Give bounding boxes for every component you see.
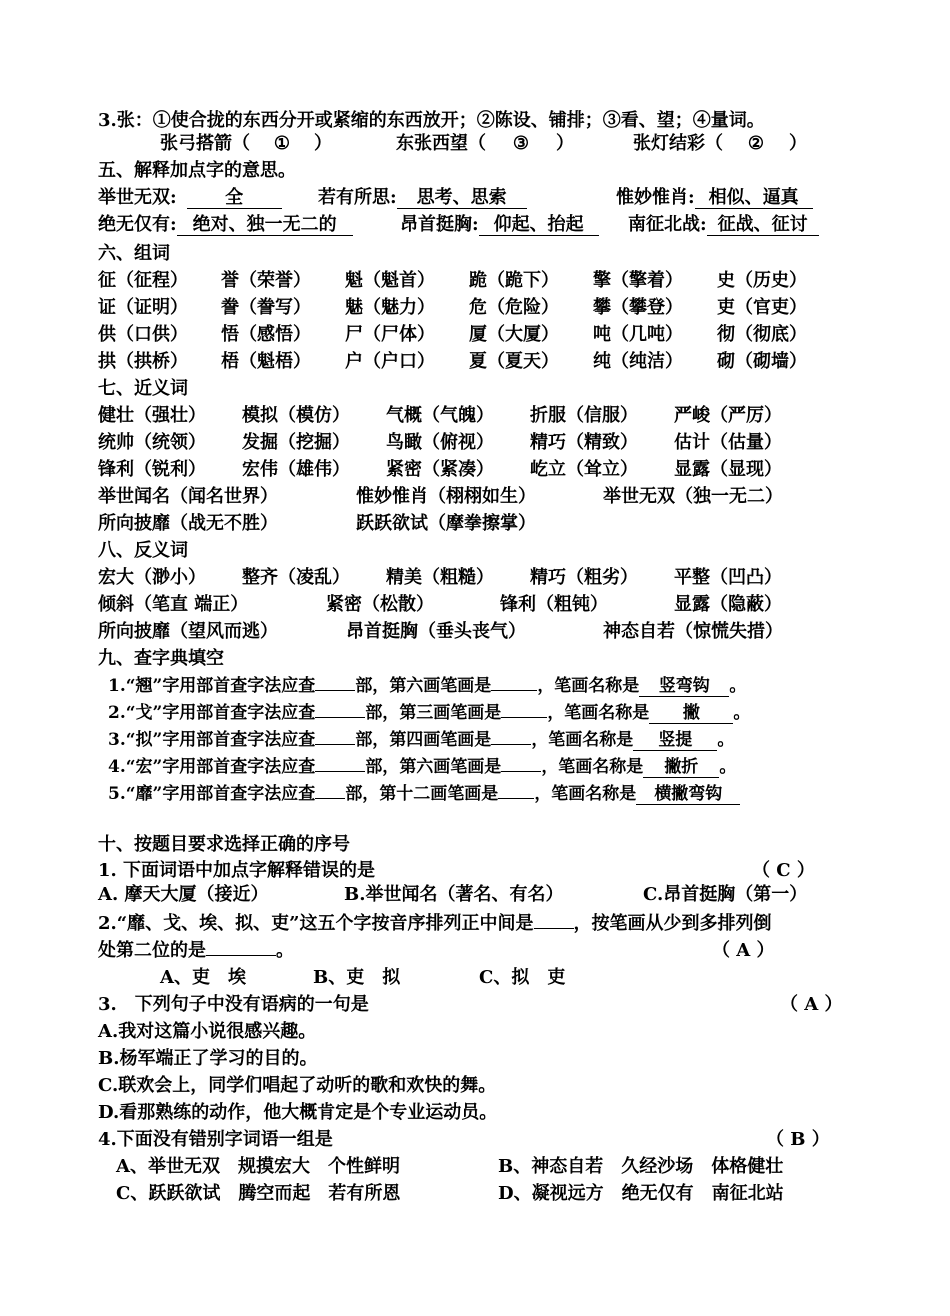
explain-word: 昂首挺胸: [400,214,479,235]
option: B.举世闻名（著名、有名） [344,884,564,905]
item-text: 字用部首查字法应查 [162,784,316,804]
explain-answer: 征战、征讨 [707,215,819,236]
question-3-answer: （ A ） [780,994,843,1015]
antonym-pair: 所向披靡（望风而逃） [98,621,278,642]
question-3: 3. 下列句子中没有语病的一句是 [98,994,369,1015]
explain-item [616,187,813,209]
section8-title: 八、反义词 [98,540,188,561]
question-text: ，按笔画从少到多排列倒 [573,913,772,934]
word-group: 夏（夏天） [469,351,559,372]
explain-answer: 仰起、抬起 [479,215,599,236]
item-text: 笔画是 [450,703,502,723]
explain-item [98,214,353,236]
blank[interactable] [491,690,537,691]
blank[interactable] [534,928,574,929]
synonym-pair: 宏伟（雄伟） [242,459,350,480]
option: A. 摩天大厦（接近） [98,884,269,905]
synonym-idiom: 惟妙惟肖（栩栩如生） [356,486,536,507]
question-text: 处第二位的是 [98,940,206,961]
blank[interactable] [501,717,547,718]
synonym-idiom: 举世无双（独一无二） [603,486,783,507]
item-text: 字用部首查字法应查 [162,730,316,750]
word-group: 史（历史） [717,270,807,291]
explain-answer: 绝对、独一无二的 [177,215,353,236]
synonym-idiom: 举世闻名（闻名世界） [98,486,278,507]
word-group: 砌（砌墙） [717,351,807,372]
explain-item [318,187,527,209]
section7-title: 七、近义词 [98,378,188,399]
word-group: 纯（纯洁） [593,351,683,372]
word-group: 户（户口） [345,351,435,372]
explain-word: 南征北战: [628,214,707,235]
explain-answer: 思考、思索 [397,188,527,209]
question-1-answer: （ C ） [752,860,815,881]
option: B、吏 拟 [313,967,401,988]
zhang-item: 东张西望（ ③ ） [396,133,574,154]
blank[interactable] [206,955,276,956]
word-group: 魅（魅力） [345,297,435,318]
synonym-pair: 鸟瞰（俯视） [386,432,494,453]
item-text: 部， [365,757,400,777]
item-text: ，笔画名称是 [531,730,634,750]
synonym-pair: 严峻（严厉） [674,405,782,426]
antonym-pair: 显露（隐蔽） [674,594,782,615]
item-char: “拟” [125,730,163,750]
item-stroke: 第四画 [389,730,441,750]
word-group: 尸（尸体） [345,324,435,345]
antonym-pair: 倾斜（笔直 端正） [98,594,249,615]
item-word: 东张西望 [396,133,468,154]
synonym-pair: 发掘（挖掘） [242,432,350,453]
explain-word: 绝无仅有: [98,214,177,235]
item-text: 部， [345,784,380,804]
word-group: 征（征程） [98,270,188,291]
synonym-idiom: 所向披靡（战无不胜） [98,513,278,534]
word-group: 拱（拱桥） [98,351,188,372]
option: A.我对这篇小说很感兴趣。 [98,1021,317,1042]
item-text: 部， [365,703,400,723]
stroke-name-answer: 横撇弯钩 [636,784,740,805]
stroke-name-answer: 竖提 [633,730,717,751]
dictionary-item: 5.“靡”字用部首查字法应查 部，第十二画笔画是 ，笔画名称是 横撇弯钩 [108,783,740,805]
section10-title: 十、按题目要求选择正确的序号 [98,834,350,855]
item-text: 字用部首查字法应查 [162,676,316,696]
word-group: 誉（荣誉） [221,270,311,291]
antonym-pair: 平整（凹凸） [674,567,782,588]
word-group: 吨（几吨） [593,324,683,345]
item-text: 笔画是 [440,676,492,696]
item-char: “翘” [125,676,163,696]
explain-item [628,214,819,236]
explain-item [400,214,599,236]
stroke-name-answer: 撇折 [643,757,719,778]
antonym-pair: 精美（粗糙） [386,567,494,588]
item-text: 字用部首查字法应查 [162,757,316,777]
item-stroke: 第六画 [389,676,441,696]
antonym-pair: 宏大（渺小） [98,567,206,588]
section9-title: 九、查字典填空 [98,648,224,669]
synonym-pair: 模拟（模仿） [242,405,350,426]
synonym-pair: 健壮（强壮） [98,405,206,426]
synonym-pair: 精巧（精致） [530,432,638,453]
explain-answer: 相似、逼真 [695,188,813,209]
blank[interactable] [315,717,365,718]
item-word: 张灯结彩 [633,133,705,154]
item-text: ，笔画名称是 [547,703,650,723]
section6-title: 六、组词 [98,243,170,264]
option: D、凝视远方 绝无仅有 南征北站 [498,1183,784,1204]
item-answer: ② [747,133,765,154]
dictionary-item: 2.“戈”字用部首查字法应查 部，第三画笔画是 ，笔画名称是 撇 。 [108,703,751,723]
explain-answer: 全 [187,188,282,209]
zhang-definition: 3.张：①使合拢的东西分开或紧缩的东西放开；②陈设、铺排；③看、望；④量词。 [98,110,765,131]
word-group: 吏（官吏） [717,297,807,318]
word-group: 誊（誊写） [221,297,311,318]
antonym-pair: 昂首挺胸（垂头丧气） [346,621,526,642]
antonym-pair: 整齐（凌乱） [242,567,350,588]
item-text: 部， [355,676,390,696]
dictionary-item: 4.“宏”字用部首查字法应查 部，第六画笔画是 ，笔画名称是 撇折 。 [108,757,737,777]
zhang-item: 张弓搭箭（ ① ） [160,133,332,154]
synonym-pair: 气概（气魄） [386,405,494,426]
question-text: 2.“靡、戈、埃、拟、吏”这五个字按音序排列正中间是 [98,913,534,934]
word-group: 悟（感悟） [221,324,311,345]
word-group: 跪（跪下） [469,270,559,291]
blank[interactable] [315,771,365,772]
question-2-answer: （ A ） [712,940,775,961]
item-text: ，笔画名称是 [541,757,644,777]
explain-item [98,187,282,209]
blank[interactable] [315,744,355,745]
word-group: 危（危险） [469,297,559,318]
word-group: 魁（魁首） [345,270,435,291]
item-text: 笔画是 [450,757,502,777]
option: D.看那熟练的动作，他大概肯定是个专业运动员。 [98,1102,498,1123]
antonym-pair: 紧密（松散） [326,594,434,615]
item-text: 字用部首查字法应查 [162,703,316,723]
option: C、拟 吏 [479,967,566,988]
option: A、吏 埃 [160,967,246,988]
option: C、跃跃欲试 腾空而起 若有所恩 [116,1183,401,1204]
word-group: 供（口供） [98,324,188,345]
blank[interactable] [498,798,534,799]
synonym-pair: 统帅（统领） [98,432,206,453]
explain-word: 惟妙惟肖: [616,187,695,208]
option: C.昂首挺胸（第一） [643,884,808,905]
antonym-pair: 精巧（粗劣） [530,567,638,588]
synonym-idiom: 跃跃欲试（摩拳擦掌） [356,513,536,534]
question-2-line2: 处第二位的是 。 [98,940,294,961]
blank[interactable] [491,744,531,745]
question-4-answer: （ B ） [766,1129,830,1150]
question-4: 4.下面没有错别字词语一组是 [98,1129,333,1150]
item-stroke: 第十二画 [379,784,448,804]
word-group: 梧（魁梧） [221,351,311,372]
synonym-pair: 紧密（紧凑） [386,459,494,480]
item-stroke: 第六画 [399,757,451,777]
item-char: “靡” [125,784,163,804]
dictionary-item: 1.“翘”字用部首查字法应查 部，第六画笔画是 ，笔画名称是 竖弯钩 。 [108,676,747,696]
blank[interactable] [315,798,345,799]
option: A、举世无双 规摸宏大 个性鲜明 [116,1156,400,1177]
synonym-pair: 显露（显现） [674,459,782,480]
question-2-line1 [98,913,772,935]
word-group: 攀（攀登） [593,297,683,318]
word-group: 彻（彻底） [717,324,807,345]
item-char: “宏” [125,757,163,777]
item-text: 笔画是 [440,730,492,750]
item-answer: ① [273,133,291,154]
blank[interactable] [315,690,355,691]
item-answer: ③ [512,133,530,154]
item-text: 部， [355,730,390,750]
antonym-pair: 锋利（粗钝） [500,594,608,615]
option: B.杨军端正了学习的目的。 [98,1048,318,1069]
explain-word: 若有所思: [318,187,397,208]
section5-title: 五、解释加点字的意思。 [98,160,296,181]
stroke-name-answer: 竖弯钩 [639,676,729,697]
option: B、神态自若 久经沙场 体格健壮 [498,1156,784,1177]
option: C.联欢会上，同学们唱起了动听的歌和欢快的舞。 [98,1075,497,1096]
item-text: ，笔画名称是 [534,784,637,804]
item-word: 张弓搭箭 [160,133,232,154]
word-group: 厦（大厦） [469,324,559,345]
dictionary-item: 3.“拟”字用部首查字法应查 部，第四画笔画是 ，笔画名称是 竖提 。 [108,730,735,750]
explain-word: 举世无双: [98,187,177,208]
question-1: 1. 下面词语中加点字解释错误的是 [98,860,376,881]
synonym-pair: 屹立（耸立） [530,459,638,480]
item-char: “戈” [125,703,163,723]
zhang-item: 张灯结彩（ ② ） [633,133,807,154]
item-text: ，笔画名称是 [537,676,640,696]
item-stroke: 第三画 [399,703,451,723]
synonym-pair: 锋利（锐利） [98,459,206,480]
word-group: 证（证明） [98,297,188,318]
antonym-pair: 神态自若（惊慌失措） [603,621,783,642]
blank[interactable] [501,771,541,772]
synonym-pair: 估计（估量） [674,432,782,453]
word-group: 擎（擎着） [593,270,683,291]
item-text: 笔画是 [447,784,499,804]
synonym-pair: 折服（信服） [530,405,638,426]
stroke-name-answer: 撇 [649,703,733,724]
